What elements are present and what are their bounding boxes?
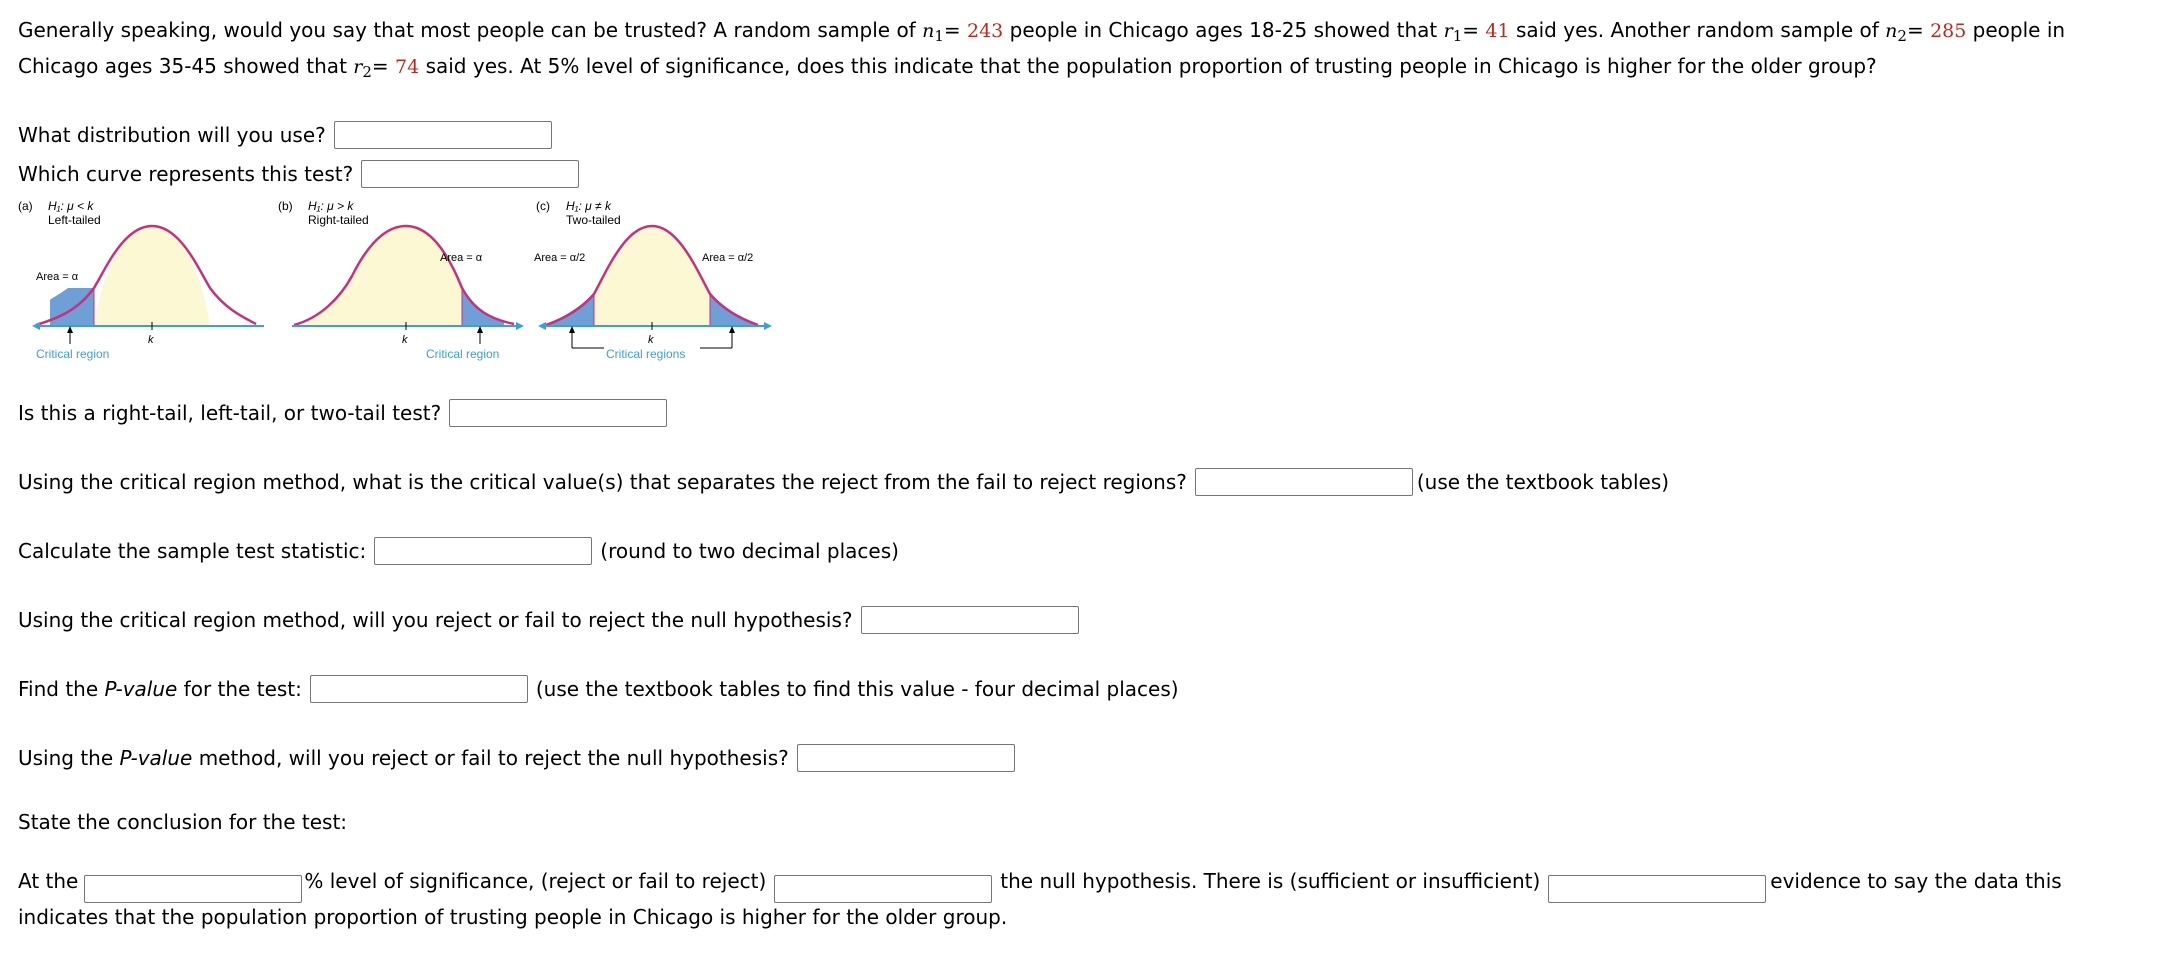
- n2-value: 285: [1930, 20, 1967, 42]
- panel-c-pointer-left-head: [569, 326, 575, 333]
- panel-a-area-label: Area = α: [36, 271, 79, 283]
- pvalue-word: P-value: [104, 677, 178, 701]
- evidence-input[interactable]: [1548, 875, 1766, 903]
- critical-decision-prompt: Using the critical region method, will you reject or fail to reject the null hypothesis?: [18, 608, 853, 632]
- panel-a-region-label: Critical region: [36, 347, 110, 361]
- panel-a-label: (a): [18, 199, 33, 213]
- curve-input[interactable]: [361, 160, 579, 188]
- curve-panel-two-tailed: [534, 199, 772, 361]
- r1-value: 41: [1485, 20, 1510, 42]
- pvalue-prompt: [18, 677, 302, 701]
- tail-curves-figure: [14, 198, 784, 368]
- conclusion-part-2: % level of significance, (reject or fail to reject): [304, 869, 767, 893]
- panel-a-tail-area: [50, 288, 94, 326]
- n1-value: 243: [967, 20, 1004, 42]
- curve-panel-right-tailed: [278, 199, 524, 361]
- panel-b-pointer-head: [477, 326, 483, 333]
- r2-var: r: [353, 56, 363, 78]
- panel-b-body-area: [302, 226, 462, 326]
- panel-c-k: k: [648, 334, 654, 346]
- pdecision-post: method, will you reject or fail to reject the null hypothesis?: [192, 746, 789, 770]
- tail-row: [18, 396, 675, 430]
- panel-a-pointer-head: [67, 326, 73, 333]
- pvalue-prompt-post: for the test:: [177, 677, 302, 701]
- statistic-prompt: Calculate the sample test statistic:: [18, 539, 367, 563]
- panel-b-label: (b): [278, 199, 293, 213]
- curve-row: [18, 157, 587, 191]
- reject-decision-input[interactable]: [774, 875, 992, 903]
- panel-a-body-area: [94, 226, 210, 326]
- pdecision-pre: Using the: [18, 746, 120, 770]
- panel-b-axis-arrow: [516, 322, 524, 330]
- critical-decision-row: [18, 603, 1087, 637]
- conclusion-part-1: At the: [18, 869, 79, 893]
- pdecision-word: P-value: [119, 746, 193, 770]
- r2-sub: 2: [362, 63, 372, 81]
- panel-c-body-area: [594, 226, 710, 326]
- critical-decision-input[interactable]: [861, 606, 1079, 634]
- pvalue-decision-input[interactable]: [797, 744, 1015, 772]
- panel-c-area-right-label: Area = α/2: [702, 252, 754, 264]
- pvalue-decision-prompt: [18, 746, 789, 770]
- question-part: people in Chicago ages 35-45 showed that: [18, 18, 2066, 78]
- panel-b-region-label: Critical region: [426, 347, 500, 361]
- r2-eq: =: [371, 54, 396, 78]
- pvalue-row: [18, 672, 1179, 706]
- question-part: people in Chicago ages 18-25 showed that: [1003, 18, 1444, 42]
- n2-sub: 2: [1897, 27, 1907, 45]
- tail-input[interactable]: [449, 399, 667, 427]
- panel-c-region-label: Critical regions: [606, 347, 686, 361]
- panel-a-hypothesis: H₁: μ < k: [48, 199, 94, 213]
- critical-hint: (use the textbook tables): [1416, 470, 1670, 494]
- pvalue-decision-row: [18, 741, 1023, 775]
- distribution-input[interactable]: [334, 121, 552, 149]
- panel-b-type: Right-tailed: [308, 213, 369, 227]
- conclusion-title-row: [18, 805, 347, 839]
- panel-c-axis-arrow-left: [538, 322, 546, 330]
- panel-b-area-label: Area = α: [440, 252, 483, 264]
- pvalue-hint: (use the textbook tables to find this value - four decimal places): [535, 677, 1179, 701]
- n1-var: n: [922, 20, 935, 42]
- panel-a-k: k: [148, 334, 154, 346]
- panel-c-axis-arrow-right: [764, 322, 772, 330]
- statistic-row: [18, 534, 899, 568]
- pvalue-input[interactable]: [310, 675, 528, 703]
- n2-eq: =: [1906, 18, 1931, 42]
- curve-panel-left-tailed: [18, 199, 264, 361]
- test-statistic-input[interactable]: [374, 537, 592, 565]
- conclusion-part-4: evidence to say the data this indicates that the population proportion of trusting people in Chicago is higher for the older group.: [18, 869, 2062, 929]
- distribution-prompt: What distribution will you use?: [18, 123, 326, 147]
- critical-row: [18, 465, 1669, 499]
- question-part: said yes. Another random sample of: [1509, 18, 1886, 42]
- r2-value: 74: [395, 56, 420, 78]
- panel-c-area-left-label: Area = α/2: [534, 252, 586, 264]
- significance-level-input[interactable]: [84, 875, 302, 903]
- panel-c-label: (c): [536, 199, 550, 213]
- conclusion-paragraph: [18, 867, 2138, 932]
- statistic-hint: (round to two decimal places): [600, 539, 899, 563]
- r1-eq: =: [1462, 18, 1486, 42]
- panel-c-hypothesis: H₁: μ ≠ k: [566, 199, 611, 213]
- distribution-row: [18, 118, 560, 152]
- r1-var: r: [1443, 20, 1453, 42]
- n1-sub: 1: [934, 27, 944, 45]
- panel-c-pointer-right-head: [729, 326, 735, 333]
- conclusion-title: State the conclusion for the test:: [18, 810, 348, 834]
- pvalue-prompt-pre: Find the: [18, 677, 105, 701]
- n2-var: n: [1885, 20, 1898, 42]
- panel-b-k: k: [402, 334, 408, 346]
- tail-prompt: Is this a right-tail, left-tail, or two-tail test?: [18, 401, 442, 425]
- n1-eq: =: [943, 18, 967, 42]
- conclusion-part-3: the null hypothesis. There is (sufficient or insufficient): [1000, 869, 1541, 893]
- question-text: [18, 15, 2128, 87]
- panel-a-axis-arrow: [32, 322, 40, 330]
- critical-value-input[interactable]: [1195, 468, 1413, 496]
- panel-c-type: Two-tailed: [566, 213, 621, 227]
- curve-prompt: Which curve represents this test?: [18, 162, 354, 186]
- question-part: Generally speaking, would you say that most people can be trusted? A random sample of: [18, 18, 923, 42]
- panel-a-type: Left-tailed: [48, 213, 101, 227]
- panel-b-hypothesis: H₁: μ > k: [308, 199, 354, 213]
- critical-prompt: Using the critical region method, what is the critical value(s) that separates the reject from the fail to reject regions?: [18, 470, 1187, 494]
- r1-sub: 1: [1452, 27, 1463, 45]
- question-part: said yes. At 5% level of significance, does this indicate that the population proportion of trusting people in Chicago is higher for the older group?: [419, 54, 1877, 78]
